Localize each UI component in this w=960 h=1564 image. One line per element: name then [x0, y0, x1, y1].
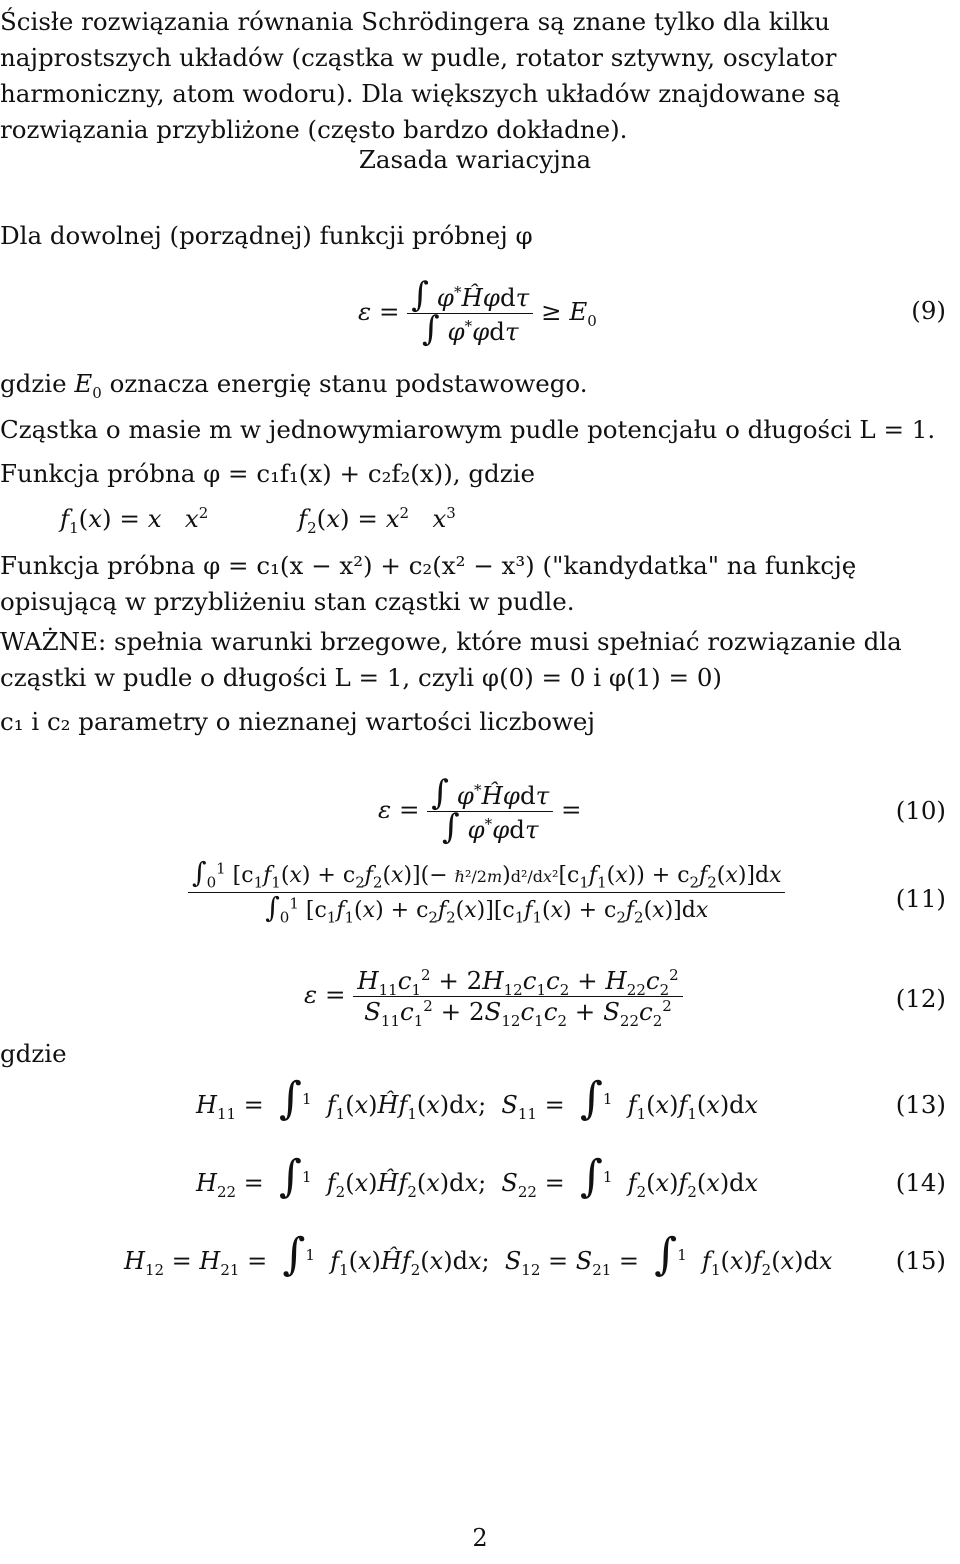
- ground-post: oznacza energię stanu podstawowego.: [101, 369, 588, 398]
- where-label: gdzie: [0, 1039, 67, 1068]
- ground-pre: gdzie: [0, 369, 75, 398]
- equation-11: $\frac{\int_0^1 [c_1f_1(x) + c_2f_2(x)](- \hbar^2/2m)d^2/dx^2[c_1f_1(x)) + c_2f_2(x)]dx}{\int_0^1 [c_1f_1(x) + c_2f_2(x)][c_1f_1(x) + c_2f_2(x)]dx}$: [188, 858, 785, 926]
- equation-12: ε = $\frac{H_{11}c_1^2 + 2H_{12}c_1c_2 + H_{22}c_2^2}{S_{11}c_1^2 + 2S_{12}c_1c_2 + S_{22}c_2^2}$: [304, 966, 683, 1027]
- important-note: WAŻNE: spełnia warunki brzegowe, które musi spełniać rozwiązanie dla cząstki w pudle o długości L = 1, czyli φ(0) = 0 i φ(1) = 0): [0, 627, 902, 692]
- equation-10: ε = $\frac{\int \varphi^*Ĥ\varphi d\tau}{\int \varphi^*\varphi d\tau}$ =: [378, 773, 582, 847]
- intro-paragraph: Ścisłe rozwiązania równania Schrödingera są znane tylko dla kilku najprostszych układów (cząstka w pudle, rotator sztywny, oscylator harmoniczny, atom wodoru). Dla większych układów znajdowane są rozwiązania przybliżone (często bardzo dokładne).: [0, 7, 841, 144]
- equation-number-9: (9): [911, 296, 946, 325]
- trial-function-2: Funkcja próbna φ = c₁(x − x²) + c₂(x² − x³) ("kandydatka" na funkcję opisującą w przybliżeniu stan cząstki w pudle.: [0, 551, 857, 616]
- trial-function-sentence: Funkcja próbna φ = c₁f₁(x) + c₂f₂(x)), gdzie: [0, 459, 535, 488]
- equation-15: $H_{12} = H_{21} = \int^1$ $f_1(x)Ĥf_2(x)dx$; $S_{12} = S_{21} = \int^1$ $f_1(x)f_2(x)dx$: [124, 1229, 833, 1280]
- page-number: 2: [472, 1524, 488, 1552]
- equation-14: $H_{22} = \int^1$ $f_2(x)Ĥf_2(x)dx$; $S_{22} = \int^1$ $f_2(x)f_2(x)dx$: [196, 1151, 759, 1202]
- equation-number-13: (13): [895, 1090, 946, 1119]
- f1-definition: $f_1(x) = x$ $x^2$: [60, 503, 209, 537]
- ground-energy-sentence: gdzie $E_0$ oznacza energię stanu podstawowego.: [0, 369, 588, 402]
- equation-number-11: (11): [895, 884, 946, 913]
- equation-9: ε = $\frac{\int \varphi^*Ĥ\varphi d\tau}{\int \varphi^*\varphi d\tau}$ ≥ $E_0$: [358, 275, 597, 349]
- equation-number-14: (14): [895, 1168, 946, 1197]
- equation-number-15: (15): [895, 1246, 946, 1275]
- params-sentence: c₁ i c₂ parametry o nieznanej wartości liczbowej: [0, 707, 596, 736]
- particle-sentence: Cząstka o masie m w jednowymiarowym pudle potencjału o długości L = 1.: [0, 415, 936, 444]
- section-heading: Zasada wariacyjna: [358, 145, 592, 174]
- equation-13: $H_{11} = \int^1$ $f_1(x)Ĥf_1(x)dx$; $S_{11} = \int^1$ $f_1(x)f_1(x)dx$: [196, 1073, 759, 1124]
- equation-number-12: (12): [895, 984, 946, 1013]
- trial-sentence: Dla dowolnej (porządnej) funkcji próbnej φ: [0, 221, 533, 250]
- equation-number-10: (10): [895, 796, 946, 825]
- f2-definition: $f_2(x) = x^2$ $x^3$: [298, 503, 456, 537]
